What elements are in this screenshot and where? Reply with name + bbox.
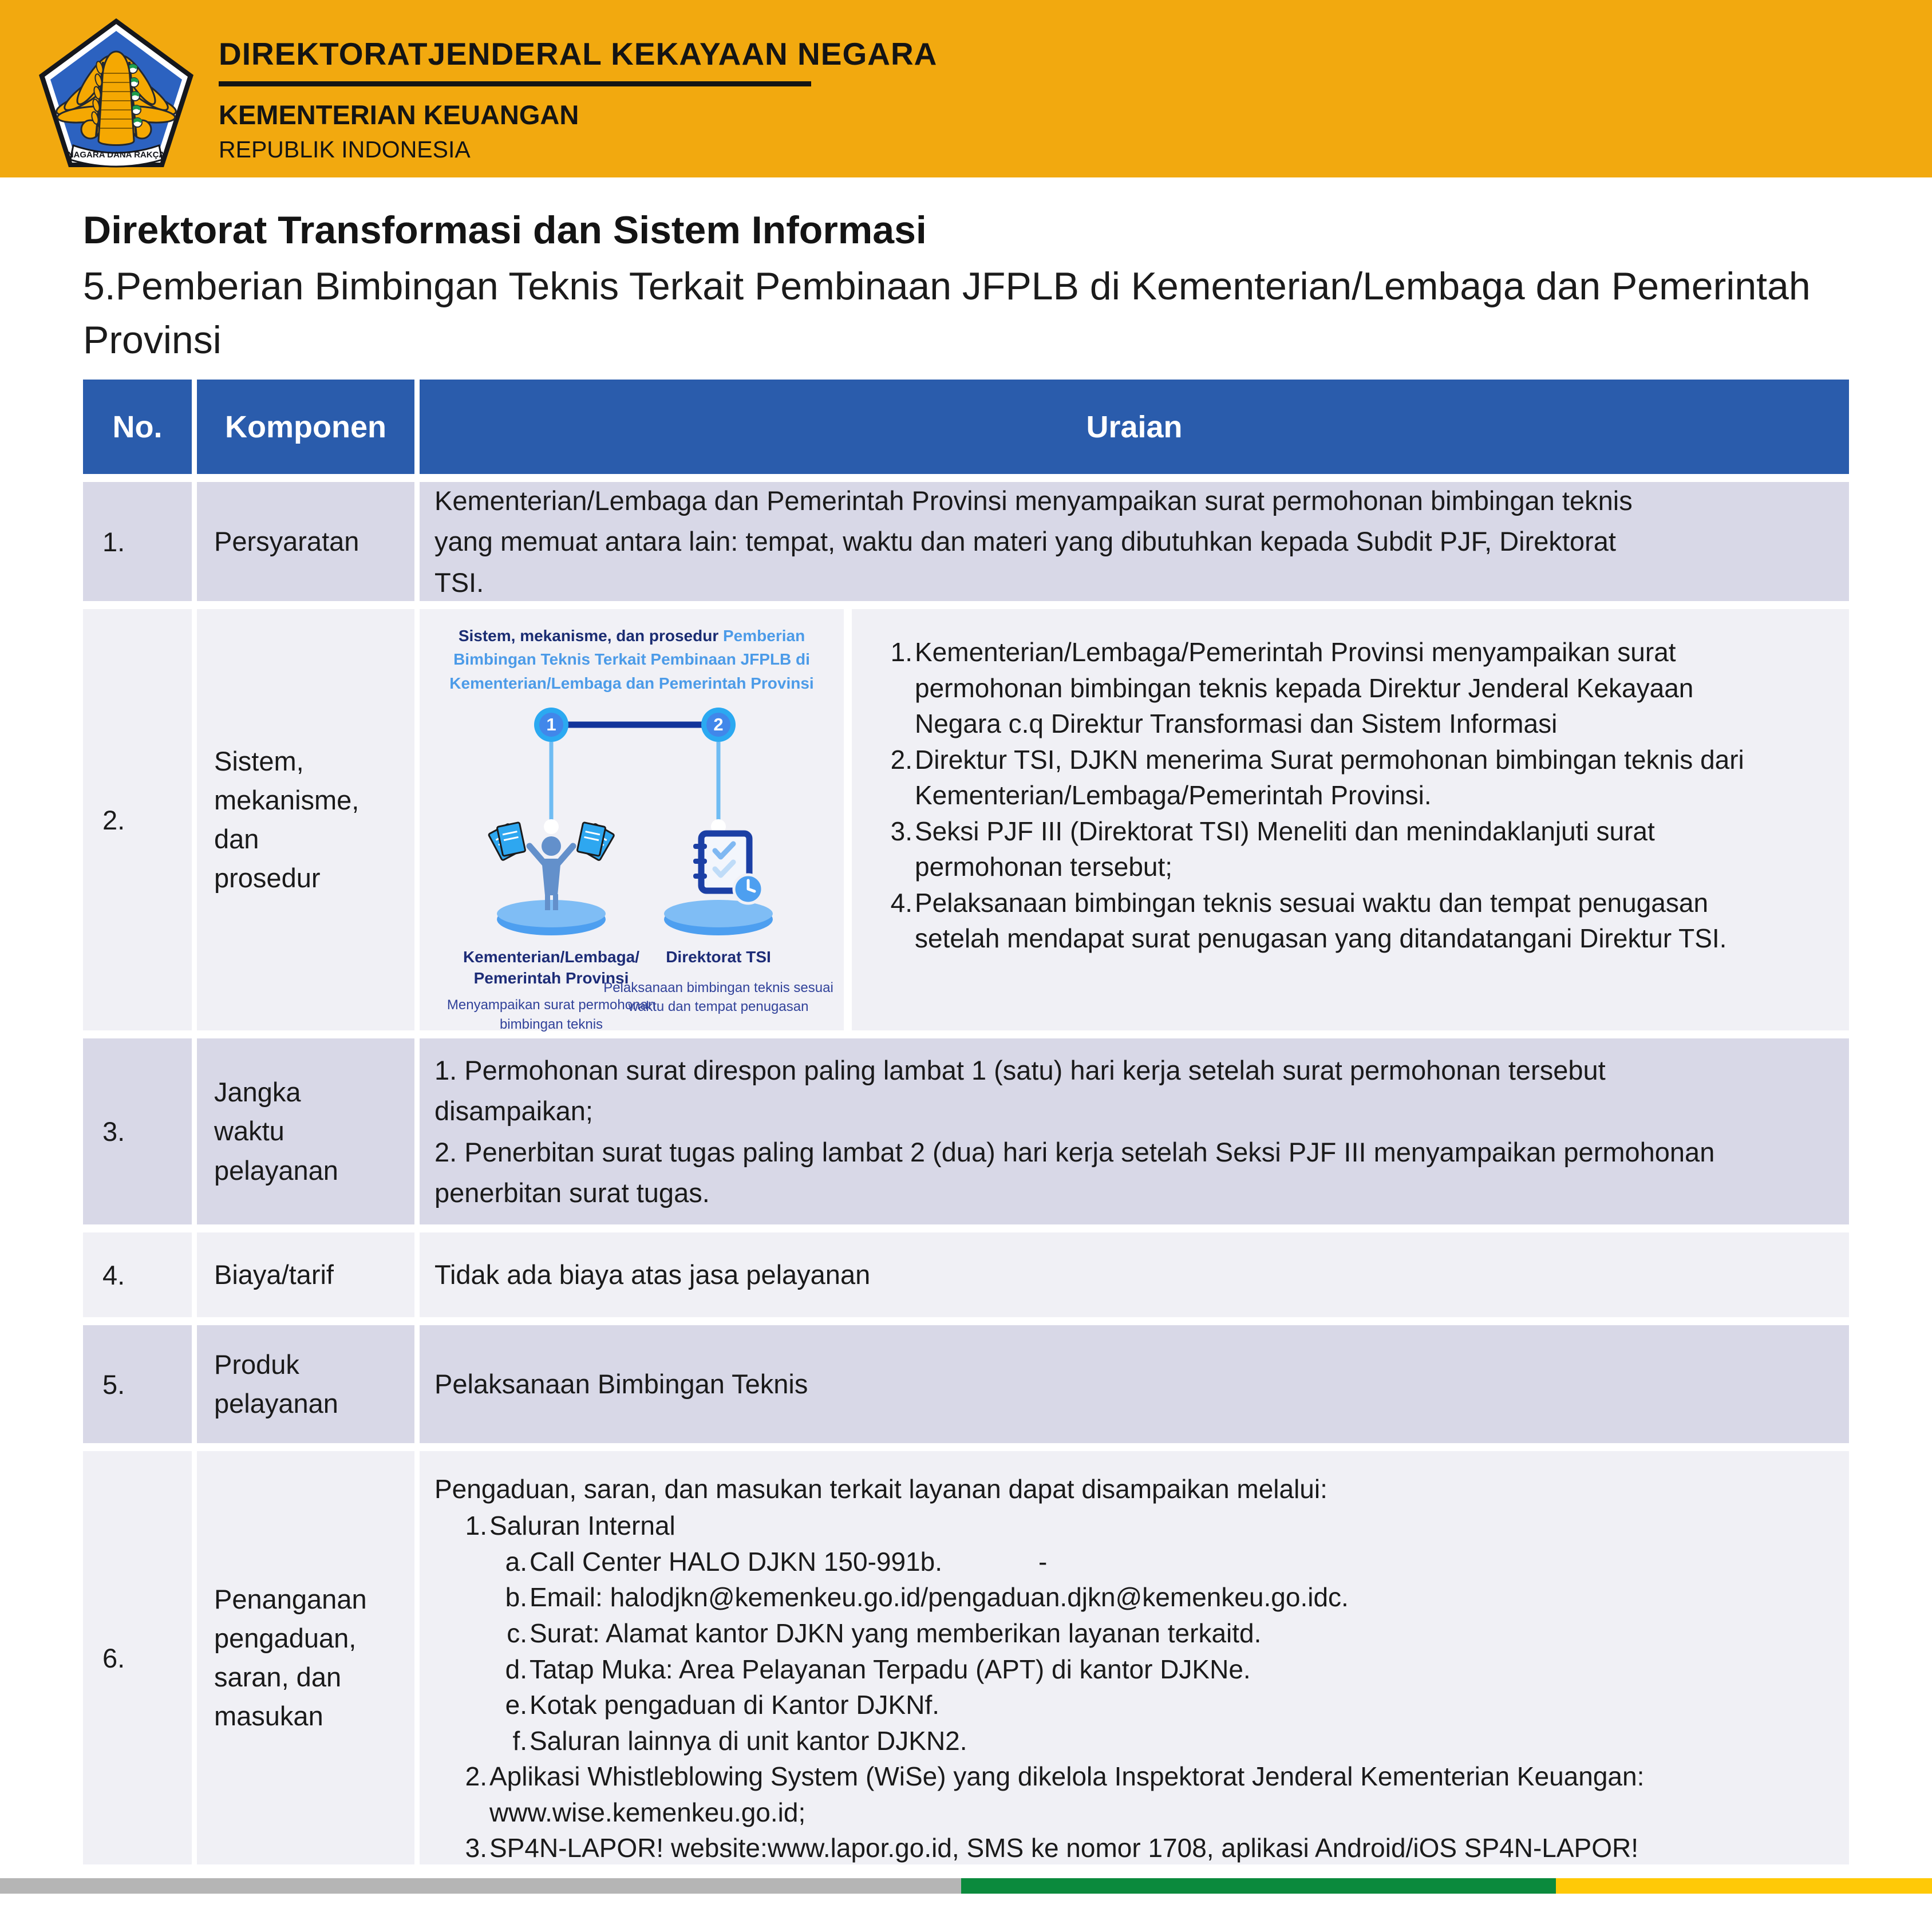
country-name: REPUBLIK INDONESIA <box>219 136 471 163</box>
diagram-title <box>444 624 820 695</box>
row-3-uraian <box>420 1038 1849 1224</box>
org-underline-divider <box>219 81 811 86</box>
footer-gray-segment <box>0 1878 961 1894</box>
diagram-steps <box>420 696 844 947</box>
internal-channel-e: e. Kotak pengaduan di Kantor DJKNf. <box>505 1690 940 1720</box>
procedure-item: 4. Pelaksanaan bimbingan teknis sesuai waktu dan tempat penugasan setelah mendapat surat penugasan yang ditandatangani Direktur TSI. <box>890 887 1727 954</box>
row-5-komponen: Produk pelayanan <box>197 1325 414 1443</box>
internal-channel-c: c. Surat: Alamat kantor DJKN yang memberikan layanan terkaitd. <box>507 1618 1262 1648</box>
banner-text <box>219 35 937 163</box>
step-2-label-block <box>594 947 843 1017</box>
row-6-komponen: Penanganan pengaduan, saran, dan masukan <box>197 1451 414 1864</box>
row-4-uraian: Tidak ada biaya atas jasa pelayanan <box>420 1232 1849 1317</box>
step-2-number: 2 <box>713 714 724 735</box>
internal-channel-b: b. Email: halodjkn@kemenkeu.go.id/pengaduan.djkn@kemenkeu.go.idc. <box>505 1582 1349 1613</box>
procedure-item: 2. Direktur TSI, DJKN menerima Surat permohonan bimbingan teknis dari Kementerian/Lembaga/Pemerintah Provinsi. <box>890 744 1744 811</box>
row-6-uraian <box>420 1451 1849 1864</box>
step-1-label-line2: Pemerintah Provinsi <box>473 969 629 987</box>
row-4-no: 4. <box>83 1232 192 1317</box>
row-6-no: 6. <box>83 1451 192 1864</box>
row-5-no: 5. <box>83 1325 192 1443</box>
diagram-labels <box>420 947 844 1030</box>
ministry-name: KEMENTERIAN KEUANGAN <box>219 100 579 130</box>
checklist-clock-icon <box>693 833 762 903</box>
footer-yellow-segment <box>1556 1878 1932 1894</box>
header-cell-uraian: Uraian <box>420 380 1849 474</box>
row-1-no: 1. <box>83 482 192 601</box>
row-3-no: 3. <box>83 1038 192 1224</box>
diagram-graphics <box>420 696 852 951</box>
row-4-komponen: Biaya/tarif <box>197 1232 414 1317</box>
procedure-item: 1. Kementerian/Lembaga/Pemerintah Provinsi menyampaikan surat permohonan bimbingan teknis kepada Direktur Jenderal Kekayaan Negara c.q Direktur Transformasi dan Sistem Informasi <box>890 637 1694 739</box>
footer-color-bar <box>0 1878 1932 1894</box>
kemenkeu-logo-icon <box>35 16 197 172</box>
internal-channel-a: a. Call Center HALO DJKN 150-991b. - <box>434 1544 1820 1580</box>
person-documents-icon <box>488 823 614 911</box>
sla-line-2: 2. Penerbitan surat tugas paling lambat 2 (dua) hari kerja setelah Seksi PJF III menyampaikan permohonan penerbitan surat tugas. <box>434 1136 1715 1208</box>
row-3-komponen: Jangka waktu pelayanan <box>197 1038 414 1224</box>
page-subtitle: 5.Pemberian Bimbingan Teknis Terkait Pembinaan JFPLB di Kementerian/Lembaga dan Pemerintah Provinsi <box>83 264 1811 362</box>
step-2-desc: Pelaksanaan bimbingan teknis sesuai waktu dan tempat penugasan <box>603 979 833 1015</box>
logo-motto-text: NAGARA DANA RAKÇA <box>67 150 165 160</box>
complaint-channel-1: 1. Saluran Internal <box>465 1511 675 1541</box>
sla-line-1: 1. Permohonan surat direspon paling lambat 1 (satu) hari kerja setelah surat permohonan tersebut disampaikan; <box>434 1054 1606 1127</box>
step-1-label-line1: Kementerian/Lembaga/ <box>463 948 640 966</box>
header-cell-komponen: Komponen <box>197 380 414 474</box>
diagram-title-light: Pemberian Bimbingan Teknis Terkait Pembinaan JFPLB di Kementerian/Lembaga dan Pemerintah Provinsi <box>449 627 814 692</box>
row-2-no: 2. <box>83 609 192 1030</box>
row-2-uraian <box>420 609 1849 1030</box>
complaint-channel-2: 2. Aplikasi Whistleblowing System (WiSe) yang dikelola Inspektorat Jenderal Kementerian Keuangan: www.wise.kemenkeu.go.id; <box>465 1761 1645 1827</box>
diagram-title-dark: Sistem, mekanisme, dan prosedur <box>458 627 719 645</box>
step-2-label: Direktorat TSI <box>666 948 771 966</box>
step-1-number: 1 <box>546 714 556 735</box>
row-1-komponen: Persyaratan <box>197 482 414 601</box>
page-title: Direktorat Transformasi dan Sistem Informasi <box>83 208 927 252</box>
step-1-desc: Menyampaikan surat permohonan bimbingan teknis <box>447 997 656 1032</box>
complaint-intro: Pengaduan, saran, dan masukan terkait layanan dapat disampaikan melalui: <box>434 1474 1327 1504</box>
internal-channel-d: d. Tatap Muka: Area Pelayanan Terpadu (APT) di kantor DJKNe. <box>505 1654 1251 1684</box>
service-table <box>83 380 1849 1864</box>
row-2-komponen: Sistem, mekanisme, dan prosedur <box>197 609 414 1030</box>
footer-green-segment <box>961 1878 1556 1894</box>
title-block <box>83 205 1849 367</box>
banner <box>0 0 1932 177</box>
procedure-list <box>852 609 1849 1030</box>
stray-dash: - <box>1038 1546 1048 1577</box>
org-name: DIREKTORATJENDERAL KEKAYAAN NEGARA <box>219 36 938 72</box>
row-5-uraian: Pelaksanaan Bimbingan Teknis <box>420 1325 1849 1443</box>
row-1-uraian: Kementerian/Lembaga dan Pemerintah Provinsi menyampaikan surat permohonan bimbingan teknis yang memuat antara lain: tempat, waktu dan materi yang dibutuhkan kepada Subdit PJF, Direktorat TSI. <box>420 482 1849 601</box>
procedure-item: 3. Seksi PJF III (Direktorat TSI) Meneliti dan menindaklanjuti surat permohonan tersebut; <box>890 816 1655 882</box>
internal-channel-f: f. Saluran lainnya di unit kantor DJKN2. <box>512 1725 967 1756</box>
header-cell-no: No. <box>83 380 192 474</box>
complaint-channel-3: 3. SP4N-LAPOR! website:www.lapor.go.id, SMS ke nomor 1708, aplikasi Android/iOS SP4N-LAPOR! <box>465 1833 1639 1863</box>
procedure-diagram <box>420 609 852 1030</box>
